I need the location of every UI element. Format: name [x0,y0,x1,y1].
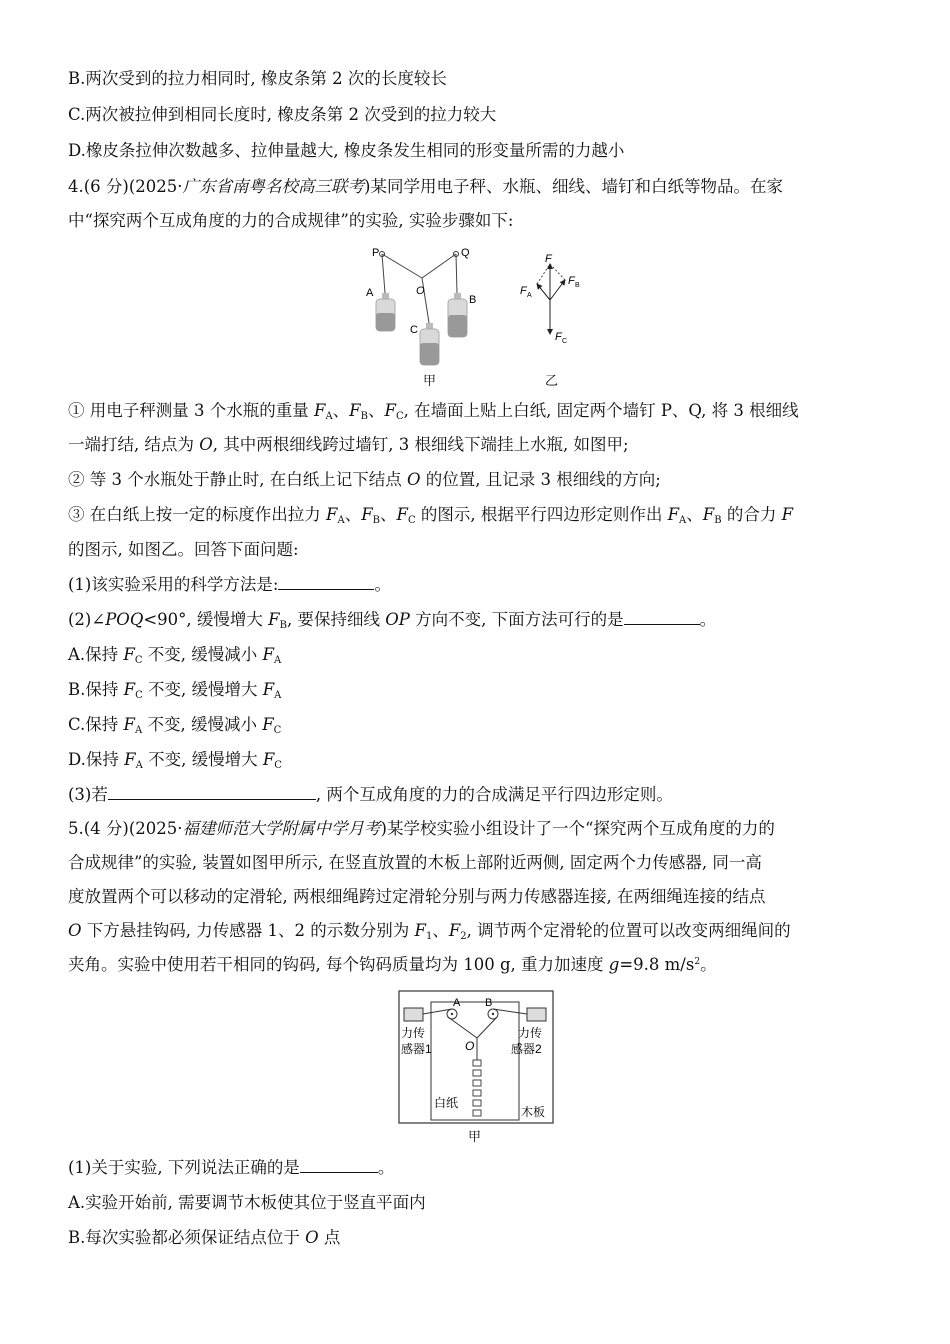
q5-line2: 合成规律”的实验, 装置如图甲所示, 在竖直放置的木板上部附近两侧, 固定两个力传感器, 同一高 [68,853,762,872]
q3-option-c: C.两次被拉伸到相同长度时, 橡皮条第 2 次受到的拉力较大 [68,105,497,124]
bottle-b [448,293,467,337]
q5-sub1: (1)关于实验, 下列说法正确的是 。 [68,1158,395,1177]
q4-step3-line2: 的图示, 如图乙。回答下面问题: [68,540,299,559]
q4-sub1: (1)该实验采用的科学方法是: 。 [68,575,391,594]
label-fa-sub: A [527,292,532,299]
board-label: 木板 [521,1105,546,1119]
paper-label: 白纸 [434,1096,459,1110]
q5-line3: 度放置两个可以移动的定滑轮, 两根细绳跨过定滑轮分别与两力传感器连接, 在两细绳连接的结点 [68,887,766,906]
q5-option-a: A.实验开始前, 需要调节木板使其位于竖直平面内 [68,1193,426,1212]
q5-line4: O 下方悬挂钩码, 力传感器 1、2 的示数分别为 $F_1$、$F_2$, 调节两个定滑轮的位置可以改变两细绳间的 [68,921,791,942]
q4-option-d: D.保持 $F_A$ 不变, 缓慢增大 $F_C$ [68,750,282,771]
label-f: F [545,253,552,265]
sensor-2-label-2: 感器2 [511,1042,542,1056]
q5-figure-apparatus [398,990,554,1124]
bottle-a [376,293,395,331]
label-fc: F [555,331,562,343]
q4-option-c: C.保持 $F_A$ 不变, 缓慢减小 $F_C$ [68,715,282,736]
q3-option-d: D.橡皮条拉伸次数越多、拉伸量越大, 橡皮条发生相同的形变量所需的力越小 [68,141,625,160]
label-fb-sub: B [575,282,580,289]
q5-header: 5.(4 分)(2025·福建师范大学附属中学月考)某学校实验小组设计了一个“探究两个互成角度的力的 [68,819,775,838]
q4-step3: ③ 在白纸上按一定的标度作出拉力 $F_A$、$F_B$、$F_C$ 的图示, 根据平行四边形定则作出 $F_A$、$F_B$ 的合力 F [68,505,794,526]
q4-header: 4.(6 分)(2025·广东省南粤名校高三联考)某同学用电子秤、水瓶、细线、墙钉和白纸等物品。在家 [68,177,783,196]
q4-fig-jia-caption: 甲 [423,374,437,389]
q4-sub2: (2)∠POQ<90°, 缓慢增大 $F_B$, 要保持细线 OP 方向不变, 下面方法可行的是 。 [68,610,717,631]
q5-line5: 夹角。实验中使用若干相同的钩码, 每个钩码质量均为 100 g, 重力加速度 g=9.8 $m/s^2$。 [68,955,717,974]
label-fc-sub: C [562,338,568,345]
label-o: O [465,1039,475,1053]
q4-step2: ② 等 3 个水瓶处于静止时, 在白纸上记下结点 O 的位置, 且记录 3 根细线的方向; [68,470,661,489]
q4-option-b: B.保持 $F_C$ 不变, 缓慢增大 $F_A$ [68,680,282,701]
q4-header-line2: 中“探究两个互成角度的力的合成规律”的实验, 实验步骤如下: [68,211,514,230]
answer-blank[interactable] [624,610,700,625]
sensor-1-label: 力传 [401,1026,426,1040]
answer-blank[interactable] [278,575,374,590]
label-c: C [410,324,418,336]
q3-option-b: B.两次受到的拉力相同时, 橡皮条第 2 次的长度较长 [68,69,447,88]
label-fb: F [568,275,575,287]
answer-blank[interactable] [300,1158,378,1173]
answer-blank[interactable] [108,785,316,800]
q4-option-a: A.保持 $F_C$ 不变, 缓慢减小 $F_A$ [68,645,282,666]
q4-sub3: (3)若 , 两个互成角度的力的合成满足平行四边形定则。 [68,785,673,804]
sensor-1-label-2: 感器1 [401,1042,432,1056]
q4-figure-yi [512,250,602,350]
label-b: B [485,997,493,1009]
q5-fig-caption: 甲 [468,1130,482,1145]
label-p: P [372,247,380,259]
q4-step1-line2: 一端打结, 结点为 O, 其中两根细线跨过墙钉, 3 根细线下端挂上水瓶, 如图甲; [68,435,629,454]
q5-option-b: B.每次实验都必须保证结点位于 O 点 [68,1228,341,1247]
q4-step1: ① 用电子秤测量 3 个水瓶的重量 $F_A$、$F_B$、$F_C$, 在墙面上贴上白纸, 固定两个墙钉 P、Q, 将 3 根细线 [68,401,799,422]
label-fa: F [520,285,527,297]
label-o: O [416,285,425,297]
sensor-1-box [404,1008,423,1021]
sensor-2-box [527,1008,546,1021]
sensor-2-label: 力传 [518,1026,543,1040]
label-b: B [469,294,477,306]
label-a: A [366,287,374,299]
q4-figure-jia [360,243,490,373]
bottle-c [420,323,439,365]
label-a: A [453,997,461,1009]
q4-fig-yi-caption: 乙 [545,374,559,389]
label-q: Q [461,247,470,259]
